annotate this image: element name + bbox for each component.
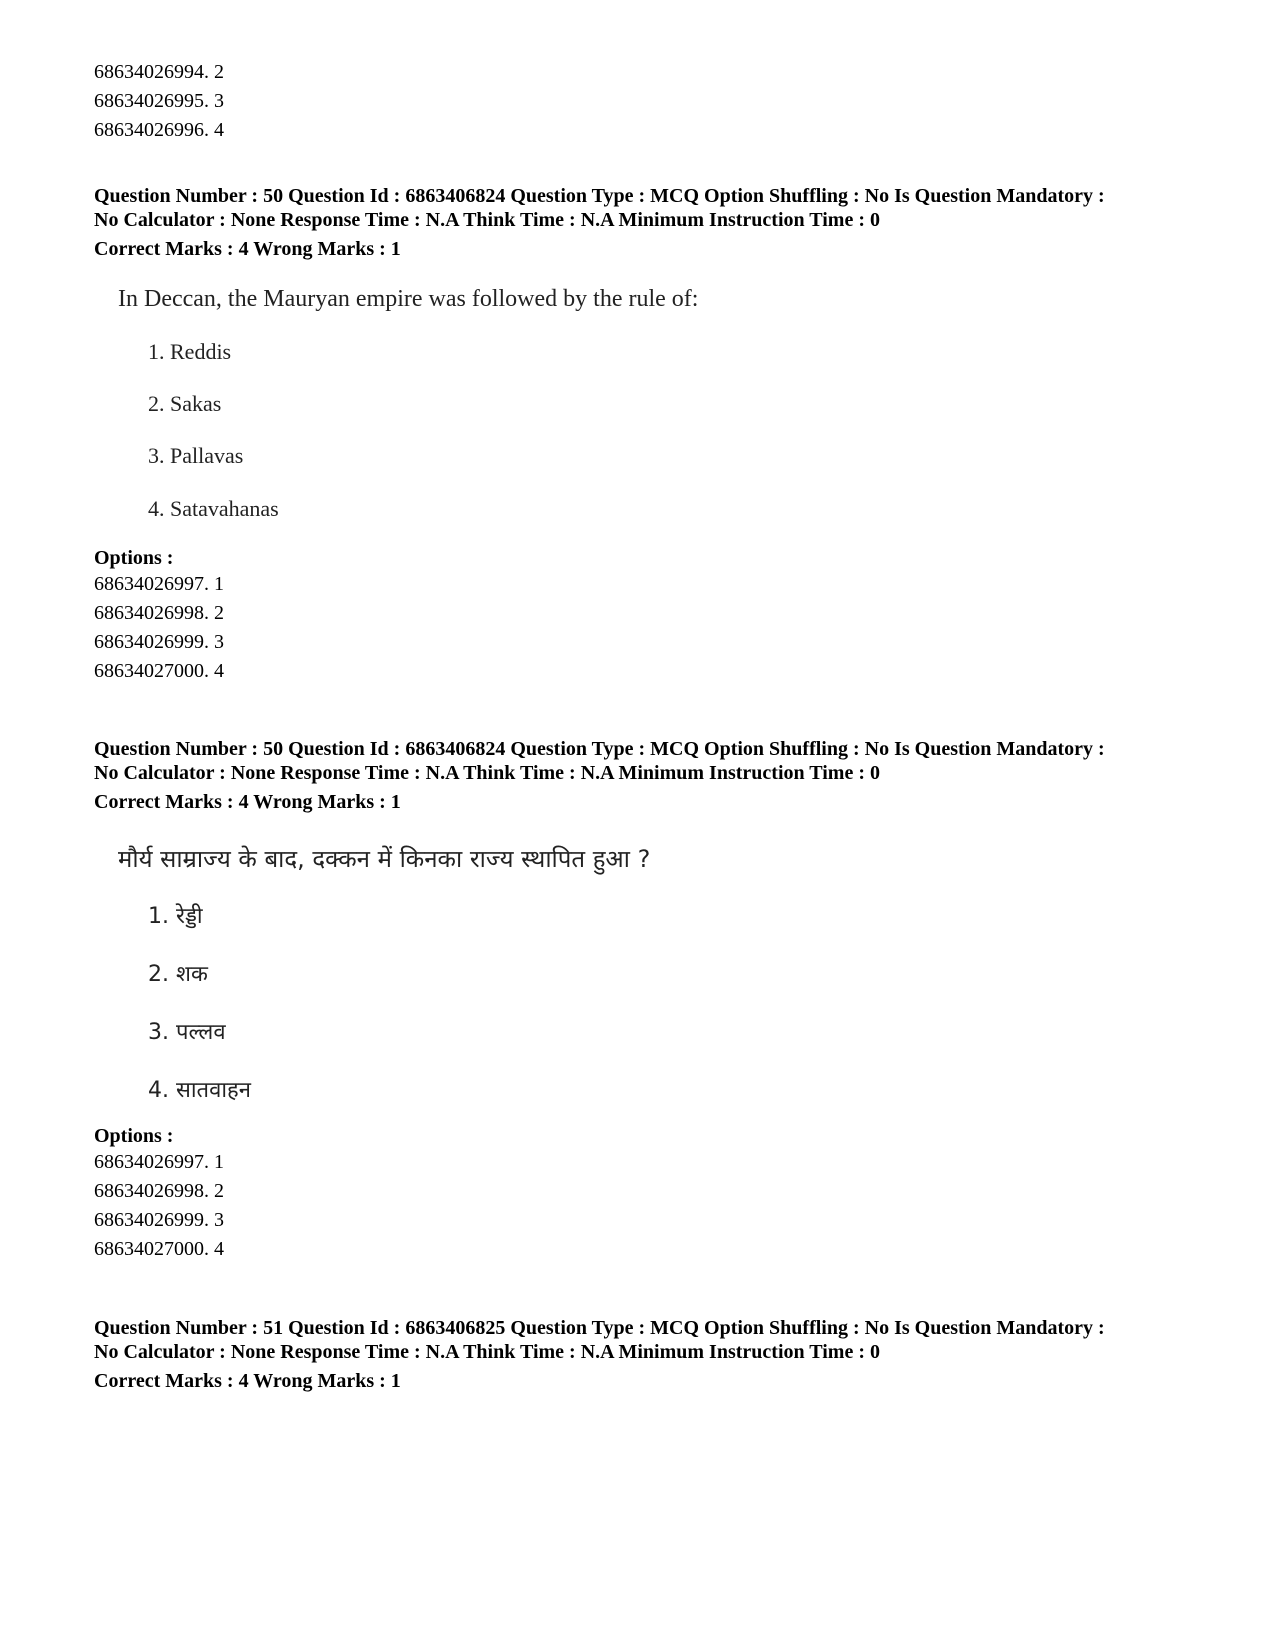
previous-options-list [94,58,224,145]
question-meta [94,1316,1105,1364]
option-row: 68634026995. 3 [94,90,224,112]
question-choice: 1. रेड्डी [148,904,203,929]
question-marks: Correct Marks : 4 Wrong Marks : 1 [94,1370,401,1392]
option-row: 68634026998. 2 [94,602,224,624]
option-row: 68634026997. 1 [94,573,224,595]
meta-line-2: No Calculator : None Response Time : N.A Think Time : N.A Minimum Instruction Time : 0 [94,209,880,231]
question-choice: 1. Reddis [148,339,232,364]
option-row: 68634026997. 1 [94,1151,224,1173]
question-choice: 3. पल्लव [148,1020,226,1045]
question-choice: 2. Sakas [148,391,222,416]
question-text: In Deccan, the Mauryan empire was followed by the rule of: [118,286,699,312]
question-meta [94,184,1105,232]
meta-line-1: Question Number : 50 Question Id : 6863406824 Question Type : MCQ Option Shuffling : No Is Question Mandatory : [94,185,1105,207]
option-row: 68634027000. 4 [94,660,224,682]
question-choice: 2. शक [148,962,208,987]
option-row: 68634026994. 2 [94,61,224,83]
meta-line-2: No Calculator : None Response Time : N.A Think Time : N.A Minimum Instruction Time : 0 [94,1341,880,1363]
question-choice: 4. Satavahanas [148,496,279,521]
option-row: 68634026999. 3 [94,631,224,653]
option-row: 68634026998. 2 [94,1180,224,1202]
option-row: 68634026996. 4 [94,119,224,141]
options-heading: Options : [94,1125,174,1147]
meta-line-1: Question Number : 51 Question Id : 6863406825 Question Type : MCQ Option Shuffling : No Is Question Mandatory : [94,1317,1105,1339]
meta-line-2: No Calculator : None Response Time : N.A Think Time : N.A Minimum Instruction Time : 0 [94,762,880,784]
option-row: 68634026999. 3 [94,1209,224,1231]
meta-line-1: Question Number : 50 Question Id : 6863406824 Question Type : MCQ Option Shuffling : No Is Question Mandatory : [94,738,1105,760]
options-list [94,570,224,686]
options-heading: Options : [94,547,174,569]
question-meta [94,737,1105,785]
question-marks: Correct Marks : 4 Wrong Marks : 1 [94,791,401,813]
question-text: मौर्य साम्राज्य के बाद, दक्कन में किनका राज्य स्थापित हुआ ? [118,845,651,873]
option-row: 68634027000. 4 [94,1238,224,1260]
question-choice: 4. सातवाहन [148,1078,251,1103]
options-list [94,1148,224,1264]
question-choice: 3. Pallavas [148,443,244,468]
question-marks: Correct Marks : 4 Wrong Marks : 1 [94,238,401,260]
